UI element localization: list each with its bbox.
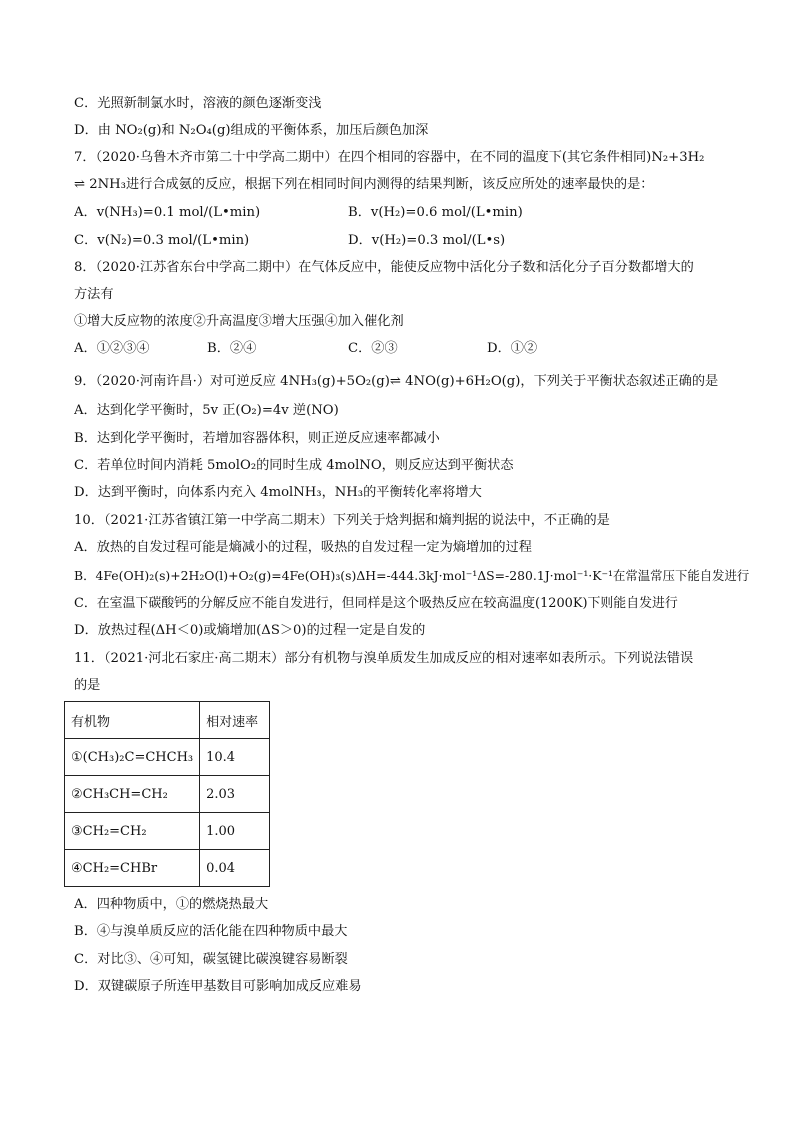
q8-option-a: A．①②③④ xyxy=(74,341,150,356)
cell-rate: 10.4 xyxy=(200,739,270,776)
q8-option-d: D．①② xyxy=(487,341,538,356)
q10-stem: 10．（2021·江苏省镇江第一中学高二期末）下列关于焓判据和熵判据的说法中，不正确的是 xyxy=(74,513,610,528)
q10-option-c: C．在室温下碳酸钙的分解反应不能自发进行，但同样是这个吸热反应在较高温度(1200K)下则能自发进行 xyxy=(74,596,678,611)
q11-option-d: D．双键碳原子所连甲基数目可影响加成反应难易 xyxy=(74,979,362,994)
q7-option-d: D．v(H₂)=0.3 mol/(L•s) xyxy=(348,233,506,248)
q7-option-a: A．v(NH₃)=0.1 mol/(L•min) xyxy=(74,205,261,220)
table-row xyxy=(65,739,270,776)
q7-stem-line1: 7．（2020·乌鲁木齐市第二十中学高二期中）在四个相同的容器中，在不同的温度下(其它条件相同)N₂+3H₂ xyxy=(74,150,705,165)
cell-rate: 2.03 xyxy=(200,776,270,813)
rate-table xyxy=(64,701,270,887)
q7-option-b: B．v(H₂)=0.6 mol/(L•min) xyxy=(348,205,523,220)
q8-items: ①增大反应物的浓度②升高温度③增大压强④加入催化剂 xyxy=(74,314,404,329)
table-header-row xyxy=(65,702,270,739)
table-row xyxy=(65,776,270,813)
q8-stem-line1: 8．（2020·江苏省东台中学高二期中）在气体反应中，能使反应物中活化分子数和活化分子百分数都增大的 xyxy=(74,260,694,275)
cell-compound: ④CH₂=CHBr xyxy=(65,850,200,887)
table-row xyxy=(65,850,270,887)
q6-option-c: C．光照新制氯水时，溶液的颜色逐渐变浅 xyxy=(74,96,322,111)
q9-option-d: D．达到平衡时，向体系内充入 4molNH₃，NH₃的平衡转化率将增大 xyxy=(74,485,482,500)
q8-option-b: B．②④ xyxy=(207,341,257,356)
q6-option-d: D．由 NO₂(g)和 N₂O₄(g)组成的平衡体系，加压后颜色加深 xyxy=(74,123,429,138)
q9-option-c: C．若单位时间内消耗 5molO₂的同时生成 4molNO，则反应达到平衡状态 xyxy=(74,458,514,473)
cell-compound: ③CH₂=CH₂ xyxy=(65,813,200,850)
q10-option-a: A．放热的自发过程可能是熵减小的过程，吸热的自发过程一定为熵增加的过程 xyxy=(74,540,532,555)
header-rate: 相对速率 xyxy=(200,702,270,739)
q8-stem-line2: 方法有 xyxy=(74,287,114,302)
header-organic: 有机物 xyxy=(65,702,200,739)
q8-option-c: C．②③ xyxy=(348,341,398,356)
q11-option-b: B．④与溴单质反应的活化能在四种物质中最大 xyxy=(74,924,348,939)
q9-option-b: B．达到化学平衡时，若增加容器体积，则正逆反应速率都减小 xyxy=(74,431,440,446)
q9-stem: 9．（2020·河南许昌·）对可逆反应 4NH₃(g)+5O₂(g)⇌ 4NO(g)+6H₂O(g)，下列关于平衡状态叙述正确的是 xyxy=(74,374,719,389)
q10-option-d: D．放热过程(ΔH＜0)或熵增加(ΔS＞0)的过程一定是自发的 xyxy=(74,623,426,638)
q11-option-c: C．对比③、④可知，碳氢键比碳溴键容易断裂 xyxy=(74,952,348,967)
q11-stem-line1: 11．（2021·河北石家庄·高二期末）部分有机物与溴单质发生加成反应的相对速率如表所示。下列说法错误 xyxy=(74,651,694,666)
q11-stem-line2: 的是 xyxy=(74,678,101,693)
q9-option-a: A．达到化学平衡时，5v 正(O₂)=4v 逆(NO) xyxy=(74,403,339,418)
table-row xyxy=(65,813,270,850)
q7-stem-line2: ⇌ 2NH₃进行合成氨的反应，根据下列在相同时间内测得的结果判断，该反应所处的速率最快的是： xyxy=(74,177,654,192)
q7-option-c: C．v(N₂)=0.3 mol/(L•min) xyxy=(74,233,250,248)
cell-rate: 1.00 xyxy=(200,813,270,850)
q10-option-b: B．4Fe(OH)₂(s)+2H₂O(l)+O₂(g)=4Fe(OH)₃(s)ΔH=-444.3kJ·mol⁻¹ΔS=-280.1J·mol⁻¹·K⁻¹在常温常压下能自发进行 xyxy=(74,568,750,583)
cell-compound: ②CH₃CH=CH₂ xyxy=(65,776,200,813)
cell-compound: ①(CH₃)₂C=CHCH₃ xyxy=(65,739,200,776)
cell-rate: 0.04 xyxy=(200,850,270,887)
q11-option-a: A．四种物质中，①的燃烧热最大 xyxy=(74,897,269,912)
